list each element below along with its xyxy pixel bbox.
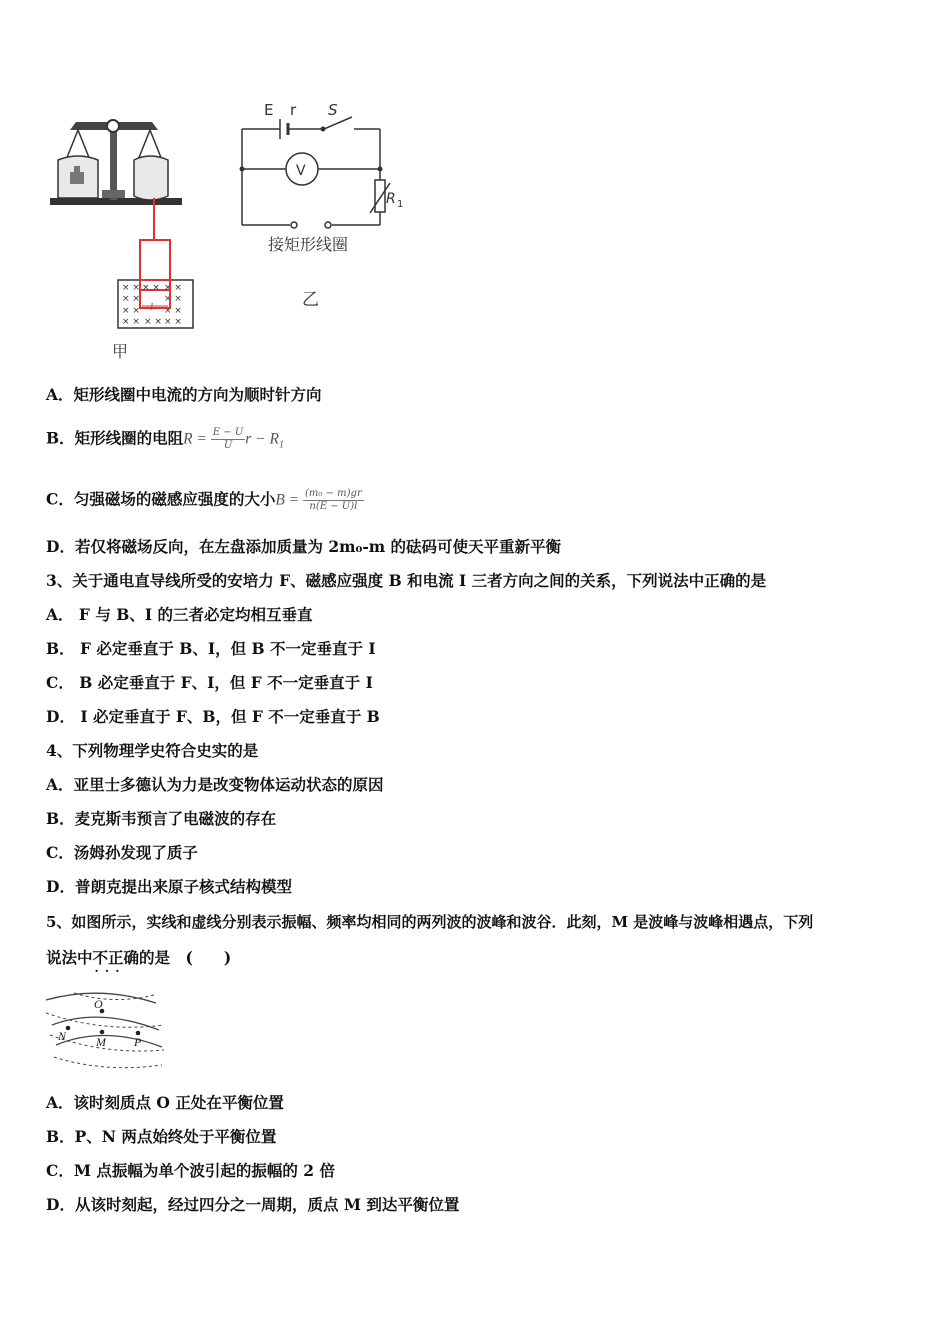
q2-option-c-text: C．匀强磁场的磁感应强度的大小 bbox=[46, 489, 276, 509]
q5-stem-line2-start: 说法中 bbox=[46, 948, 93, 967]
q5-stem-line2 bbox=[46, 947, 231, 969]
coil-width-label: l bbox=[150, 301, 154, 313]
q4-option-a: A．亚里士多德认为力是改变物体运动状态的原因 bbox=[46, 775, 384, 794]
q2-b-formula-rhs: r − R bbox=[245, 430, 279, 448]
q2-option-d: D．若仅将磁场反向，在左盘添加质量为 2m₀-m 的砝码可使天平重新平衡 bbox=[46, 537, 562, 556]
svg-text:× ×: × × bbox=[142, 283, 160, 293]
q5-stem-line2-end: 的是 ( ) bbox=[139, 948, 232, 967]
wave-point-n: N bbox=[58, 1029, 67, 1043]
voltmeter-label: V bbox=[296, 163, 306, 179]
balance-figure bbox=[40, 100, 210, 365]
svg-text:× ×: × × bbox=[122, 294, 140, 304]
svg-text:× ×: × × bbox=[144, 317, 162, 327]
emf-label: E bbox=[264, 101, 274, 119]
q3-option-b: B． F 必定垂直于 B、I，但 B 不一定垂直于 I bbox=[46, 639, 376, 658]
q2-b-formula-sub: 1 bbox=[278, 439, 284, 451]
svg-text:× ×: × × bbox=[164, 306, 182, 316]
rheostat-subscript: 1 bbox=[397, 199, 404, 210]
q5-option-b: B．P、N 两点始终处于平衡位置 bbox=[46, 1127, 277, 1146]
q2-option-b bbox=[46, 427, 284, 457]
wave-point-m: M bbox=[96, 1035, 106, 1049]
q2-c-fraction bbox=[303, 488, 364, 513]
wave-point-p: P bbox=[134, 1035, 142, 1049]
q4-option-d: D．普朗克提出来原子核式结构模型 bbox=[46, 877, 292, 896]
q2-b-numerator: E − U bbox=[212, 427, 244, 438]
q3-option-d: D． I 必定垂直于 F、B，但 F 不一定垂直于 B bbox=[46, 707, 380, 726]
q5-stem-emphasis: 不正确 · · · bbox=[93, 948, 140, 967]
q2-option-c bbox=[46, 488, 364, 513]
q4-option-b: B．麦克斯韦预言了电磁波的存在 bbox=[46, 809, 277, 828]
q3-stem: 3、关于通电直导线所受的安培力 F、磁感应强度 B 和电流 I 三者方向之间的关系，下列说法中正确的是 bbox=[46, 571, 767, 590]
internal-resistance-label: r bbox=[290, 101, 297, 119]
q5-option-c: C．M 点振幅为单个波引起的振幅的 2 倍 bbox=[46, 1161, 335, 1180]
q3-option-c: C． B 必定垂直于 F、I，但 F 不一定垂直于 I bbox=[46, 673, 373, 692]
wave-figure bbox=[44, 985, 169, 1075]
svg-text:× ×: × × bbox=[122, 283, 140, 293]
q5-option-a: A．该时刻质点 O 正处在平衡位置 bbox=[46, 1093, 284, 1112]
q2-c-formula-lhs: B = bbox=[275, 491, 304, 509]
wave-point-o: O bbox=[94, 997, 103, 1011]
svg-text:× ×: × × bbox=[164, 283, 182, 293]
q2-c-denominator: n(E − U)l bbox=[309, 501, 358, 512]
q3-option-a: A． F 与 B、I 的三者必定均相互垂直 bbox=[46, 605, 313, 624]
circuit-caption: 接矩形线圈 bbox=[268, 235, 349, 254]
q4-option-c: C．汤姆孙发现了质子 bbox=[46, 843, 198, 862]
q2-option-b-text: B．矩形线圈的电阻 bbox=[46, 428, 184, 448]
q2-c-numerator: (m₀ − m)gr bbox=[305, 488, 362, 499]
q2-b-formula-lhs: R = bbox=[183, 430, 211, 448]
q2-b-fraction bbox=[211, 427, 245, 452]
svg-text:× ×: × × bbox=[122, 317, 140, 327]
q4-stem: 4、下列物理学史符合史实的是 bbox=[46, 741, 259, 760]
figure-yi-label: 乙 bbox=[302, 290, 319, 310]
circuit-figure bbox=[230, 95, 420, 315]
rheostat-label: R bbox=[386, 191, 396, 207]
q5-option-d: D．从该时刻起，经过四分之一周期，质点 M 到达平衡位置 bbox=[46, 1195, 460, 1214]
q5-stem-line1: 5、如图所示，实线和虚线分别表示振幅、频率均相同的两列波的波峰和波谷．此刻，M 是波峰与波峰相遇点，下列 bbox=[46, 913, 814, 931]
q2-b-denominator: U bbox=[223, 440, 233, 451]
switch-label: S bbox=[328, 101, 338, 119]
svg-text:× ×: × × bbox=[164, 317, 182, 327]
figure-jia-label: 甲 bbox=[112, 342, 129, 361]
q2-option-a: A．矩形线圈中电流的方向为顺时针方向 bbox=[46, 385, 322, 404]
svg-text:× ×: × × bbox=[122, 306, 140, 316]
svg-text:× ×: × × bbox=[164, 294, 182, 304]
